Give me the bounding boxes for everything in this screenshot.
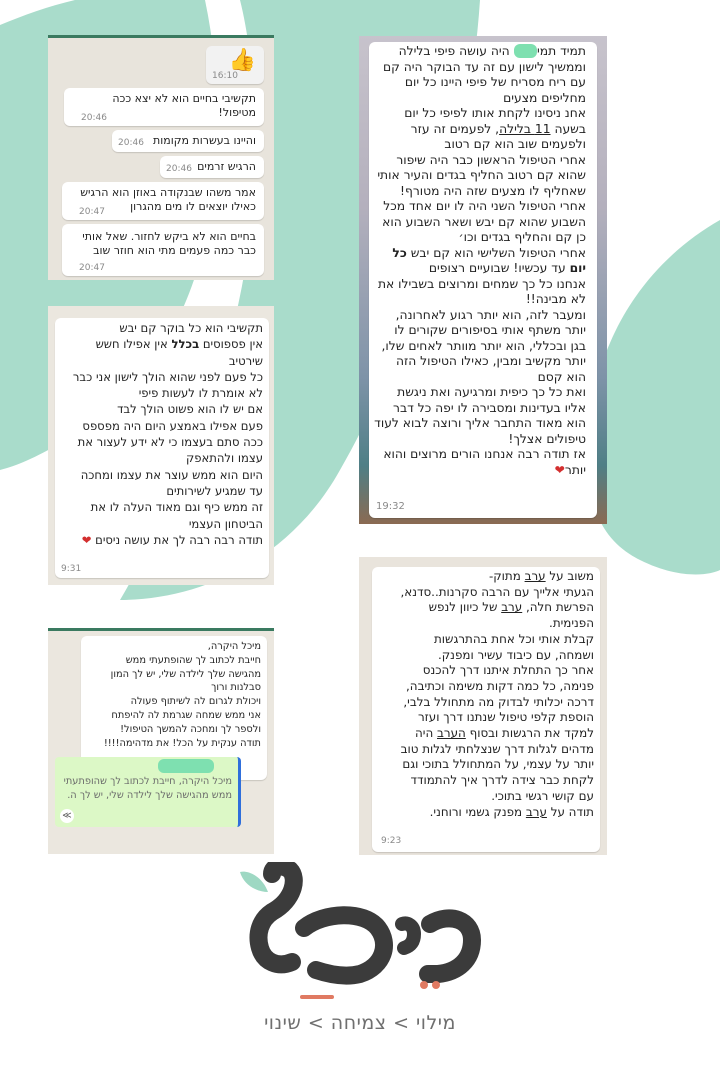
message-time: 20:47 [79, 207, 105, 217]
heart-icon: ❤ [554, 462, 565, 477]
chat-screenshot-3 [48, 306, 274, 585]
reply-preview-text: מיכל היקרה, חייבת לכתוב לך שהופתעתי ממש מהגישה שלך לילדה שלי, יש לך ה. [63, 776, 232, 801]
highlight-mark [514, 44, 537, 58]
thumbs-up-message [206, 46, 264, 84]
message-text: מיכל היקרה, חייבת לכתוב לך שהופתעתי ממש מהגישה שלך לילדה שלי, יש לך המון סבלנות ורוך ויכולת לגרום לה לשיתוף פעולה אני ממש שמחה שגרמת לה להיפתח ולספר לך ומחכה להמשך הטיפול! תודה ענקית על הכל! את מדהימה!!!! [103, 641, 261, 749]
message-time: 20:46 [118, 138, 144, 148]
chat-message [64, 88, 264, 126]
logo-dot [420, 981, 428, 989]
message-time: 20:47 [79, 263, 105, 273]
chat-message [160, 156, 264, 178]
chat-message [62, 182, 264, 220]
michal-logo [232, 862, 488, 1002]
logo-dot [432, 981, 440, 989]
logo-letter-yod [402, 923, 414, 948]
chat-message [369, 42, 597, 518]
message-time: 16:10 [212, 71, 238, 81]
chat-message [62, 224, 264, 276]
logo-tagline: מילוי > צמיחה > שינוי [264, 1012, 456, 1034]
chat-screenshot-2 [359, 36, 607, 524]
heart-icon: ❤ [81, 532, 92, 547]
chat-message [112, 130, 264, 152]
message-text: משוב על ערב מתוק- הגעתי אלייך עם הרבה סקרנות..סדנא, הפרשת חלה, ערב של כיוון לנפש הפנימית. קבלת אותי וכל אחת בהתרגשות ושמחה, עם כיבוד עשיר ומפנק. אחר כך התחלת איתנו דרך להכנס פנימה, כל כמה דקות משימה וכתיבה, דרכה יכלותי לבדוק מה מתחולל בלבי, הוספת קלפי טיפול שנתנו דרך ועזר למקד את הרגשות ובסוף הערב היה מדהים לגלות דרך שנצלחתי לגלות טוב יותר על עצמי, על המתחולל בתוכי וגם לקחת כבר צידה לדרך איך להתמודד עם קושי רגשי בתוכי. תודה על ערב מפנק גשמי ורוחני. [400, 569, 594, 819]
reply-divider [48, 840, 274, 854]
chat-message [372, 567, 600, 852]
message-text: תקשיבי הוא כל בוקר קם יבש אין פספוסים בכלל אין אפילו חשש שירטיב כל פעם לפני שהוא הולך לישון אני כבר לא אומרת לו לעשות פיפי אם יש לו הוא פשוט הולך לבד פעם אפילו באמצע היום היה מפספס ככה סתם בעצמו כי לא ידע לעצור את עצמו ולהתאפק היום הוא ממש עוצר את עצמו ומחכה עד שמגיע לשירותים זה ממש כיף וגם מאוד העלה לו את הביטחון העצמי תודה רבה רבה לך את עושה ניסים ❤ [72, 321, 263, 547]
reply-preview[interactable] [55, 757, 241, 827]
logo-letter-mem [428, 918, 472, 974]
message-text: תקשיבי בחיים הוא לא יצא ככה מטיפול! [112, 92, 256, 119]
thumbs-up-icon: 👍 [228, 48, 256, 73]
message-text: אמר משהו שבנקודה באוזן הוא הרגיש כאילו יוצאים לו מים מהגרון [80, 186, 256, 213]
logo-underline [300, 995, 334, 999]
message-text: הרגיש זרמים [197, 160, 256, 173]
message-time: 20:46 [81, 113, 107, 123]
message-text: תמיד תמי היה עושה פיפי בלילה וממשיך לישון עם זה עד הבוקר היה קם עם ריח מסריח של פיפי היינו כל יום מחליפים מצעים אחנ ניסינו לקחת אותו לפיפי כל יום בשעה 11 בלילה, לפעמים זה עזר ולפעמים שוב הוא קם רטוב אחרי הטיפול הראשון כבר היה שיפור שהוא קם רטוב החליף בגדים והעיר אותי שאחליף לו מצעים שזה היה מטורף! אחרי הטיפול השני היה לו יום אחד מכל השבוע שהוא קם יבש ושאר השבוע הוא כן קם והחליף בגדים וכו׳ אחרי הטיפול השלישי הוא קם יבש כל יום עד עכשיו! שבועיים רצופים אנחנו כל כך שמחים ומרוצים בשבילו את לא מבינה!! ומעבר לזה, הוא יותר רגוע לאחרונה, יותר משתף אותי בסיפורים שקורים לו בגן ובכללי, הוא יותר מוותר לאחים שלו, יותר מקשיב ומבין, כאילו הטיפול הזה הוא קסם ואת כל כך כיפית ומרגיעה ואת ניגשת אליו בעדינות ומסבירה לו יפה כל דבר הוא מאוד התחבר אליך ורוצה לבוא לעוד טיפולים אצלך! אז תודה רבה אנחנו הורים מרוצים והוא יותר❤ [374, 44, 586, 477]
message-time: 19:32 [376, 501, 405, 512]
chat-screenshot-5 [48, 628, 274, 854]
chat-screenshot-1 [48, 35, 274, 280]
message-time: 9:31 [61, 564, 82, 574]
highlight-mark [158, 759, 214, 773]
message-time: 9:23 [381, 836, 402, 846]
chat-screenshot-4 [359, 557, 607, 855]
logo-letter-lamed [259, 867, 294, 965]
message-time: 20:46 [166, 164, 192, 174]
mint-leaf-right [587, 220, 720, 574]
message-text: והיינו בעשרות מקומות [153, 134, 256, 147]
message-text: בחיים הוא לא ביקש לחזור. שאל אותי כבר כמה פעמים מתי הוא חוזר שוב [82, 230, 256, 257]
chevron-down-icon[interactable]: ≪ [60, 809, 74, 823]
chat-message [55, 318, 269, 578]
logo-letter-kaf [304, 915, 384, 975]
